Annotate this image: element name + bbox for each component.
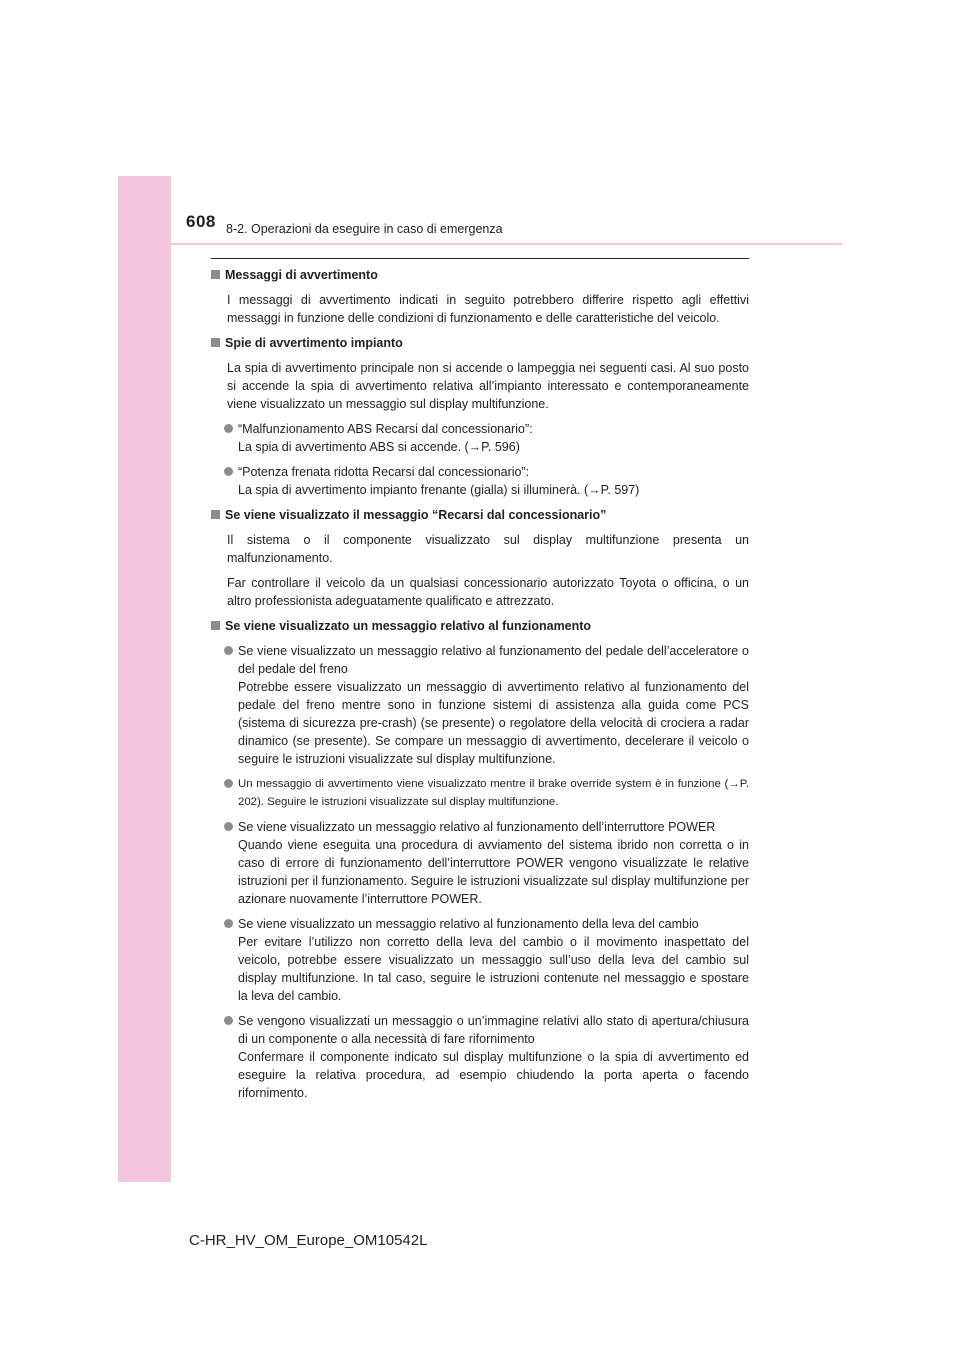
list-item: “Potenza frenata ridotta Recarsi dal concessionario”: La spia di avvertimento impianto frenante (gialla) si illuminerà. (→P. 597) [211, 463, 749, 499]
list-item: Se viene visualizzato un messaggio relativo al funzionamento della leva del cambio Per evitare l’utilizzo non corretto della leva del cambio o il movimento inaspettato del veicolo, potrebbe essere visualizzato un messaggio sull’uso della leva del cambio sul display multifunzione. In tal caso, seguire le istruzioni contenute nel messaggio e spostare la leva del cambio. [211, 915, 749, 1005]
circle-bullet-icon [224, 919, 233, 928]
circle-bullet-icon [224, 779, 233, 788]
circle-bullet-icon [224, 467, 233, 476]
section-heading: Spie di avvertimento impianto [211, 334, 749, 352]
paragraph: La spia di avvertimento principale non si accende o lampeggia nei seguenti casi. Al suo posto si accende la spia di avvertimento relativa all’impianto interessato e contemporaneamente viene visualizzato un messaggio sul display multifunzione. [227, 361, 749, 411]
list-item: “Malfunzionamento ABS Recarsi dal concessionario”: La spia di avvertimento ABS si accende. (→P. 596) [211, 420, 749, 456]
list-item: Se vengono visualizzati un messaggio o un’immagine relativi allo stato di apertura/chiusura di un componente o alla necessità di fare rifornimento Confermare il componente indicato sul display multifunzione o la spia di avvertimento ed eseguire la relativa procedura, ad esempio chiudendo la porta aperta o facendo rifornimento. [211, 1012, 749, 1102]
circle-bullet-icon [224, 646, 233, 655]
paragraph: I messaggi di avvertimento indicati in seguito potrebbero differire rispetto agli effettivi messaggi in funzione delle condizioni di funzionamento e delle caratteristiche del veicolo. [227, 293, 749, 325]
page-number: 608 [186, 212, 216, 231]
circle-bullet-icon [224, 822, 233, 831]
circle-bullet-icon [224, 424, 233, 433]
section-heading: Se viene visualizzato il messaggio “Recarsi dal concessionario” [211, 506, 749, 524]
page-content [211, 266, 749, 1102]
content-divider [211, 258, 749, 259]
header-divider [171, 243, 842, 245]
square-bullet-icon [211, 621, 220, 630]
square-bullet-icon [211, 270, 220, 279]
list-item: Se viene visualizzato un messaggio relativo al funzionamento dell’interruttore POWER Quando viene eseguita una procedura di avviamento del sistema ibrido non corretta o in caso di errore di funzionamento dell’interruttore POWER vengono visualizzate le relative istruzioni per il funzionamento. Seguire le istruzioni visualizzate sul display multifunzione per azionare nuovamente l’interruttore POWER. [211, 818, 749, 908]
circle-bullet-icon [224, 1016, 233, 1025]
section-heading: Se viene visualizzato un messaggio relativo al funzionamento [211, 617, 749, 635]
document-code: C-HR_HV_OM_Europe_OM10542L [189, 1232, 428, 1249]
paragraph: Far controllare il veicolo da un qualsiasi concessionario autorizzato Toyota o officina, o un altro professionista adeguatamente qualificato e attrezzato. [227, 576, 749, 608]
paragraph: Il sistema o il componente visualizzato sul display multifunzione presenta un malfunzionamento. [227, 533, 749, 565]
section-heading: Messaggi di avvertimento [211, 266, 749, 284]
section-title: 8-2. Operazioni da eseguire in caso di emergenza [226, 222, 503, 236]
chapter-sidebar-tab [118, 176, 171, 1182]
list-item: Un messaggio di avvertimento viene visualizzato mentre il brake override system è in funzione (→P. 202). Seguire le istruzioni visualizzate sul display multifunzione. [211, 775, 749, 811]
square-bullet-icon [211, 510, 220, 519]
square-bullet-icon [211, 338, 220, 347]
list-item: Se viene visualizzato un messaggio relativo al funzionamento del pedale dell’acceleratore o del pedale del freno Potrebbe essere visualizzato un messaggio di avvertimento relativo al funzionamento del pedale del freno mentre sono in funzione sistemi di assistenza alla guida come PCS (sistema di sicurezza pre-crash) (se presente) o regolatore della velocità di crociera a radar dinamico (se presente). Se compare un messaggio di avvertimento, decelerare il veicolo o seguire le istruzioni visualizzate sul display multifunzione. [211, 642, 749, 768]
